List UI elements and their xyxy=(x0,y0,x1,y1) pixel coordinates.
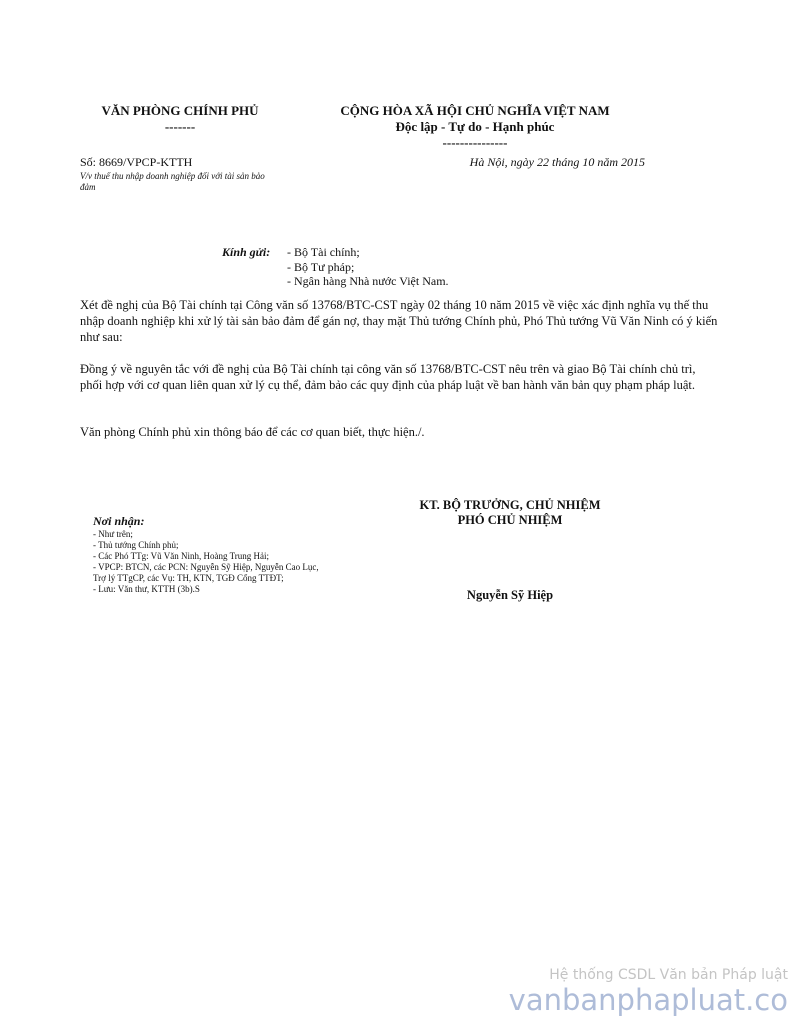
body-paragraph: Xét đề nghị của Bộ Tài chính tại Công văn số 13768/BTC-CST ngày 02 tháng 10 năm 2015 về việc xác định nghĩa vụ thế thu nhập doanh nghiệp khi xử lý tài sản bảo đảm để gán nợ, thay mặt Thủ tướng Chính phủ, Phó Thủ tướng Vũ Văn Ninh có ý kiến như sau: xyxy=(80,298,718,344)
distribution-item: - Thủ tướng Chính phủ; xyxy=(93,540,179,550)
agency-header xyxy=(60,103,300,135)
motto-rule: --------------- xyxy=(442,135,508,150)
signature-title-line: PHÓ CHỦ NHIỆM xyxy=(457,513,563,527)
agency-rule: ------- xyxy=(164,119,196,134)
signer-name: Nguyễn Sỹ Hiệp xyxy=(466,588,554,602)
distribution-list xyxy=(93,529,353,595)
addressee-list xyxy=(287,245,449,289)
body-paragraph: Văn phòng Chính phủ xin thông báo để các cơ quan biết, thực hiện./. xyxy=(80,425,425,439)
place-date: Hà Nội, ngày 22 tháng 10 năm 2015 xyxy=(469,155,645,169)
distribution-item: - Các Phó TTg: Vũ Văn Ninh, Hoàng Trung Hải; xyxy=(93,551,270,561)
distribution-item: - Như trên; xyxy=(93,529,133,539)
addressee-label: Kính gửi: xyxy=(222,245,271,259)
watermark-site: vanbanphapluat.co xyxy=(508,983,788,1017)
watermark-caption: Hệ thống CSDL Văn bản Pháp luật xyxy=(549,967,788,983)
document-subject: V/v thuế thu nhập doanh nghiệp đối với tài sản bảo đảm xyxy=(80,171,265,192)
distribution-item: - VPCP: BTCN, các PCN: Nguyễn Sỹ Hiệp, Nguyễn Cao Lục, xyxy=(93,562,319,572)
distribution-item: - Lưu: Văn thư, KTTH (3b).S xyxy=(93,584,200,594)
agency-name: VĂN PHÒNG CHÍNH PHỦ xyxy=(101,103,259,118)
document-number: Số: 8669/VPCP-KTTH xyxy=(80,155,193,169)
national-header xyxy=(300,103,650,151)
addressee-item: - Bộ Tài chính; xyxy=(287,245,360,259)
addressee-item: - Bộ Tư pháp; xyxy=(287,259,355,274)
distribution-label: Nơi nhận: xyxy=(93,514,145,528)
body-paragraph: Đồng ý về nguyên tắc với đề nghị của Bộ Tài chính tại công văn số 13768/BTC-CST nêu trên và giao Bộ Tài chính chủ trì, phối hợp với cơ quan liên quan xử lý cụ thể, đảm bảo các quy định của pháp luật về ban hành văn bản quy phạm pháp luật. xyxy=(80,362,696,392)
motto: Độc lập - Tự do - Hạnh phúc xyxy=(395,119,555,134)
addressee-item: - Ngân hàng Nhà nước Việt Nam. xyxy=(287,274,449,288)
signature-title xyxy=(390,498,630,528)
distribution-item: Trợ lý TTgCP, các Vụ: TH, KTN, TGĐ Cổng TTĐT; xyxy=(93,573,284,583)
nation-name: CỘNG HÒA XÃ HỘI CHỦ NGHĨA VIỆT NAM xyxy=(340,103,610,118)
signature-title-line: KT. BỘ TRƯỞNG, CHỦ NHIỆM xyxy=(419,498,601,512)
